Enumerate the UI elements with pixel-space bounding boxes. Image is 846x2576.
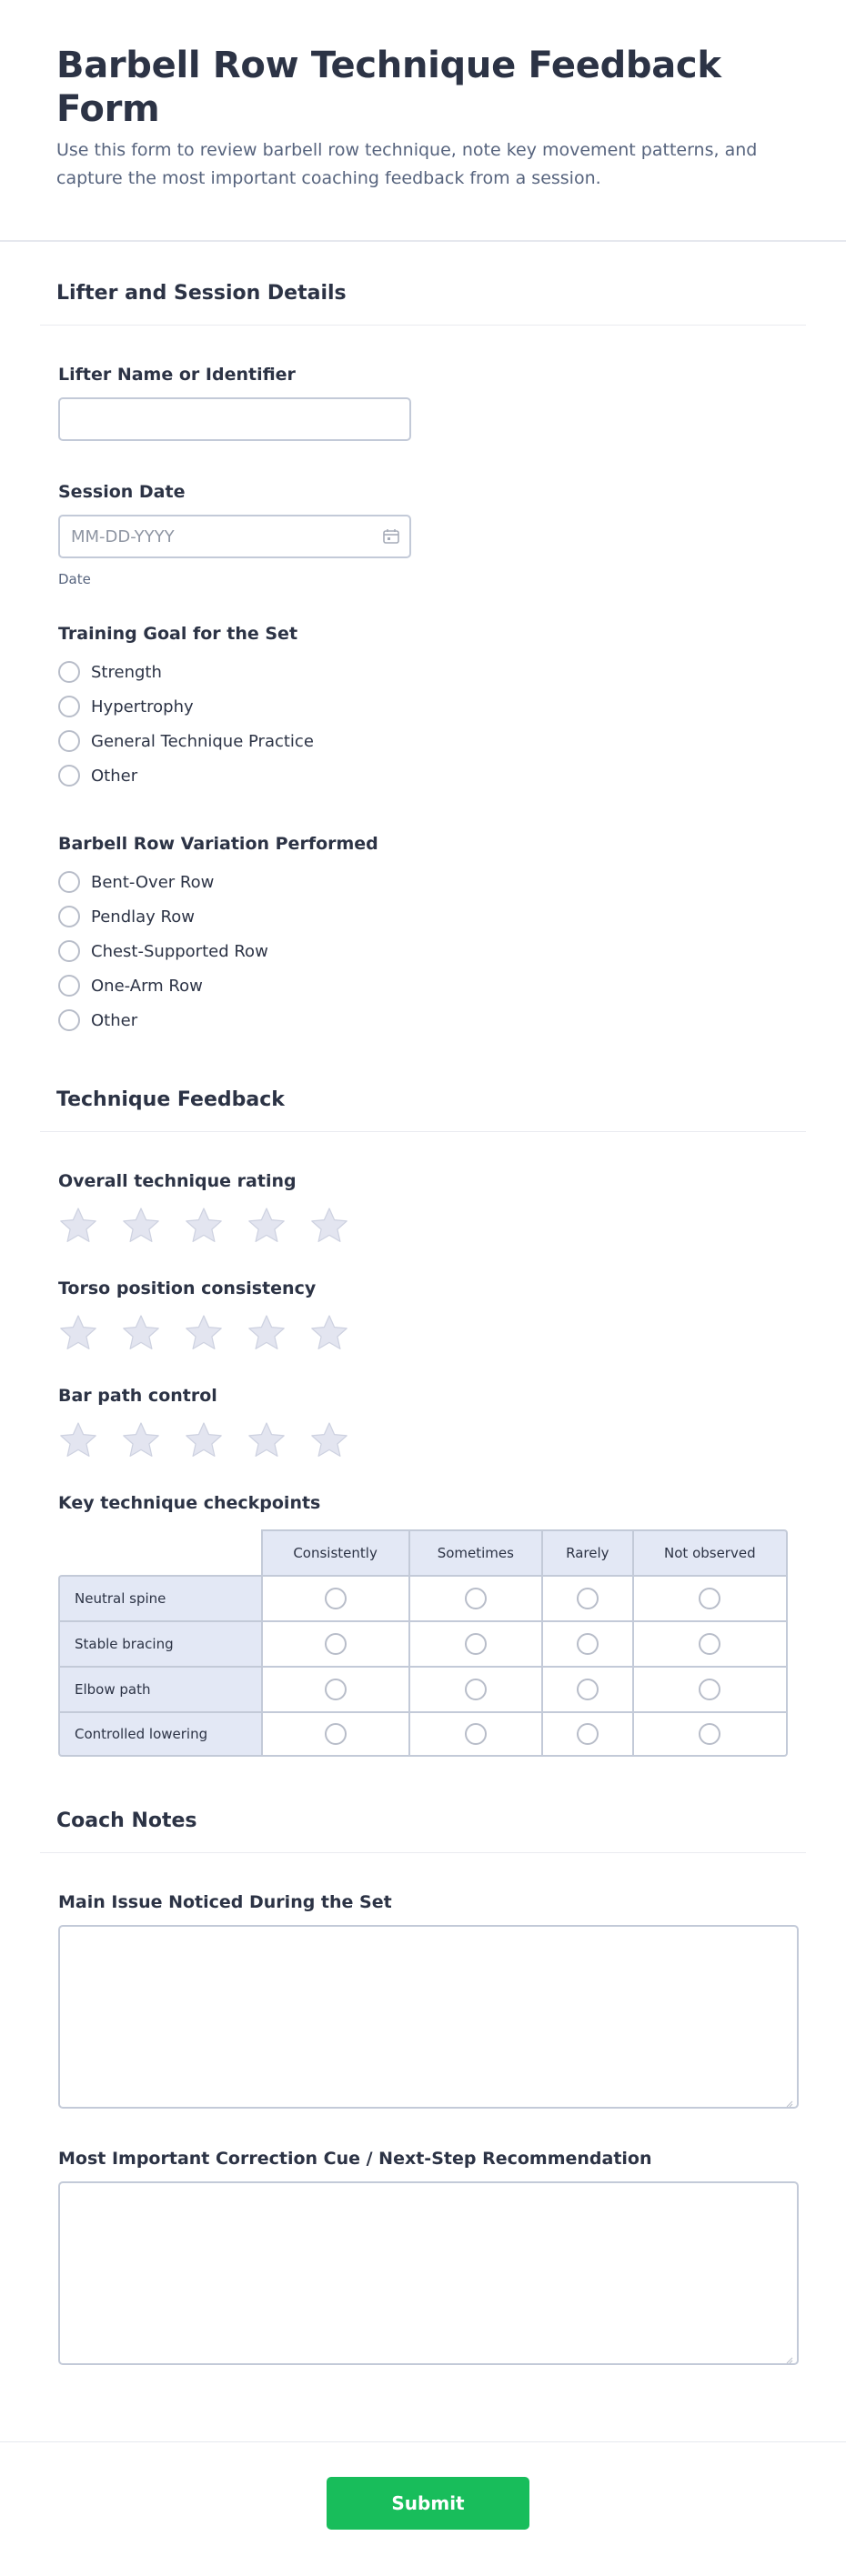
radio-label: Bent-Over Row (91, 872, 215, 892)
matrix-corner (58, 1529, 261, 1575)
radio-button[interactable] (465, 1588, 487, 1609)
training-goal-field (40, 624, 806, 793)
section-heading-technique (40, 1070, 806, 1132)
matrix-cell[interactable] (408, 1575, 541, 1620)
matrix-cell[interactable] (261, 1575, 408, 1620)
radio-label: Hypertrophy (91, 697, 194, 717)
matrix-cell[interactable] (408, 1711, 541, 1757)
session-date-field (40, 482, 806, 587)
matrix-label: Key technique checkpoints (58, 1493, 321, 1513)
section-title: Coach Notes (56, 1809, 197, 1832)
radio-button[interactable] (58, 871, 80, 893)
radio-label: Other (91, 766, 138, 786)
radio-option[interactable] (58, 968, 788, 1003)
matrix-cell[interactable] (632, 1666, 788, 1711)
resize-handle-icon[interactable] (784, 2094, 793, 2103)
matrix-row-header: Controlled lowering (58, 1711, 261, 1757)
star-icon[interactable] (309, 1206, 349, 1246)
matrix-column-header: Consistently (261, 1529, 408, 1575)
training-goal-label: Training Goal for the Set (58, 624, 298, 644)
lifter-name-input[interactable] (58, 397, 411, 441)
radio-button[interactable] (58, 940, 80, 962)
overall-rating-field (40, 1171, 806, 1246)
matrix-row (58, 1620, 788, 1666)
form-footer (0, 2441, 846, 2576)
date-placeholder: MM-DD-YYYY (71, 526, 175, 546)
checkpoints-field (40, 1493, 806, 1757)
matrix-row (58, 1666, 788, 1711)
star-rating (58, 1313, 788, 1353)
rating-label: Torso position consistency (58, 1278, 317, 1298)
radio-button[interactable] (58, 765, 80, 787)
correction-cue-textarea[interactable] (58, 2181, 799, 2365)
training-goal-options (58, 655, 788, 793)
radio-label: General Technique Practice (91, 731, 314, 751)
radio-button[interactable] (58, 696, 80, 717)
radio-button[interactable] (465, 1679, 487, 1700)
radio-label: Other (91, 1010, 138, 1030)
submit-button[interactable]: Submit (327, 2477, 529, 2530)
radio-button[interactable] (325, 1723, 347, 1745)
checkpoints-matrix (58, 1529, 788, 1757)
row-variation-field (40, 834, 806, 1037)
row-variation-label: Barbell Row Variation Performed (58, 834, 378, 854)
lifter-name-label: Lifter Name or Identifier (58, 365, 296, 385)
star-icon[interactable] (247, 1313, 287, 1353)
star-rating (58, 1420, 788, 1460)
matrix-column-header: Not observed (632, 1529, 788, 1575)
star-icon[interactable] (309, 1420, 349, 1460)
matrix-cell[interactable] (541, 1575, 632, 1620)
radio-button[interactable] (58, 906, 80, 927)
radio-button[interactable] (577, 1723, 599, 1745)
section-title: Technique Feedback (56, 1088, 285, 1111)
form-header (0, 0, 846, 242)
star-icon[interactable] (184, 1313, 224, 1353)
resize-handle-icon[interactable] (784, 2350, 793, 2360)
matrix-cell[interactable] (408, 1620, 541, 1666)
radio-button[interactable] (699, 1723, 720, 1745)
radio-button[interactable] (577, 1679, 599, 1700)
radio-option[interactable] (58, 758, 788, 793)
radio-option[interactable] (58, 1003, 788, 1037)
section-lifter-details (0, 242, 846, 1037)
star-icon[interactable] (247, 1206, 287, 1246)
main-issue-field (40, 1892, 806, 2109)
form-description: Use this form to review barbell row technique, note key movement patterns, and capture the most important coaching feedback from a session. (56, 140, 758, 188)
radio-button[interactable] (58, 1009, 80, 1031)
matrix-cell[interactable] (541, 1666, 632, 1711)
matrix-column-header: Sometimes (408, 1529, 541, 1575)
radio-button[interactable] (58, 975, 80, 997)
star-icon[interactable] (121, 1420, 161, 1460)
matrix-row (58, 1575, 788, 1620)
radio-button[interactable] (465, 1723, 487, 1745)
matrix-cell[interactable] (261, 1666, 408, 1711)
radio-label: Pendlay Row (91, 907, 195, 927)
date-sublabel: Date (58, 571, 91, 587)
torso-rating-field (40, 1278, 806, 1353)
star-icon[interactable] (247, 1420, 287, 1460)
radio-option[interactable] (58, 934, 788, 968)
matrix-cell[interactable] (261, 1711, 408, 1757)
radio-button[interactable] (465, 1633, 487, 1655)
radio-label: Strength (91, 662, 162, 682)
main-issue-label: Main Issue Noticed During the Set (58, 1892, 392, 1912)
session-date-input[interactable] (58, 515, 411, 558)
main-issue-textarea[interactable] (58, 1925, 799, 2109)
matrix-cell[interactable] (632, 1575, 788, 1620)
radio-option[interactable] (58, 689, 788, 724)
radio-button[interactable] (699, 1679, 720, 1700)
matrix-cell[interactable] (541, 1620, 632, 1666)
radio-label: Chest-Supported Row (91, 941, 268, 961)
radio-button[interactable] (577, 1588, 599, 1609)
radio-label: One-Arm Row (91, 976, 203, 996)
rating-label: Overall technique rating (58, 1171, 297, 1191)
section-heading-lifter (40, 242, 806, 326)
radio-option[interactable] (58, 865, 788, 899)
correction-cue-field (40, 2149, 806, 2365)
session-date-label: Session Date (58, 482, 186, 502)
radio-option[interactable] (58, 655, 788, 689)
correction-cue-label: Most Important Correction Cue / Next-Step Recommendation (58, 2149, 652, 2169)
section-heading-notes (40, 1789, 806, 1853)
form-title: Barbell Row Technique Feedback Form (56, 45, 721, 130)
radio-button[interactable] (58, 661, 80, 683)
section-coach-notes (0, 1789, 846, 2365)
star-icon[interactable] (121, 1313, 161, 1353)
matrix-cell[interactable] (632, 1711, 788, 1757)
radio-button[interactable] (58, 730, 80, 752)
section-technique-feedback (0, 1070, 846, 1757)
radio-button[interactable] (325, 1679, 347, 1700)
matrix-row-header: Elbow path (58, 1666, 261, 1711)
radio-option[interactable] (58, 899, 788, 934)
matrix-cell[interactable] (408, 1666, 541, 1711)
radio-button[interactable] (325, 1588, 347, 1609)
matrix-row-header: Neutral spine (58, 1575, 261, 1620)
matrix-row-header: Stable bracing (58, 1620, 261, 1666)
radio-button[interactable] (577, 1633, 599, 1655)
radio-button[interactable] (699, 1633, 720, 1655)
star-icon[interactable] (309, 1313, 349, 1353)
radio-option[interactable] (58, 724, 788, 758)
matrix-cell[interactable] (261, 1620, 408, 1666)
matrix-cell[interactable] (632, 1620, 788, 1666)
matrix-row (58, 1711, 788, 1757)
matrix-column-header: Rarely (541, 1529, 632, 1575)
star-icon[interactable] (58, 1313, 98, 1353)
calendar-icon[interactable] (382, 528, 400, 545)
matrix-cell[interactable] (541, 1711, 632, 1757)
row-variation-options (58, 865, 788, 1037)
radio-button[interactable] (699, 1588, 720, 1609)
star-rating (58, 1206, 788, 1246)
star-icon[interactable] (58, 1420, 98, 1460)
bar-path-rating-field (40, 1386, 806, 1460)
star-icon[interactable] (58, 1206, 98, 1246)
rating-label: Bar path control (58, 1386, 217, 1406)
star-icon[interactable] (184, 1420, 224, 1460)
lifter-name-field (40, 365, 806, 441)
star-icon[interactable] (184, 1206, 224, 1246)
radio-button[interactable] (325, 1633, 347, 1655)
section-title: Lifter and Session Details (56, 282, 347, 305)
star-icon[interactable] (121, 1206, 161, 1246)
